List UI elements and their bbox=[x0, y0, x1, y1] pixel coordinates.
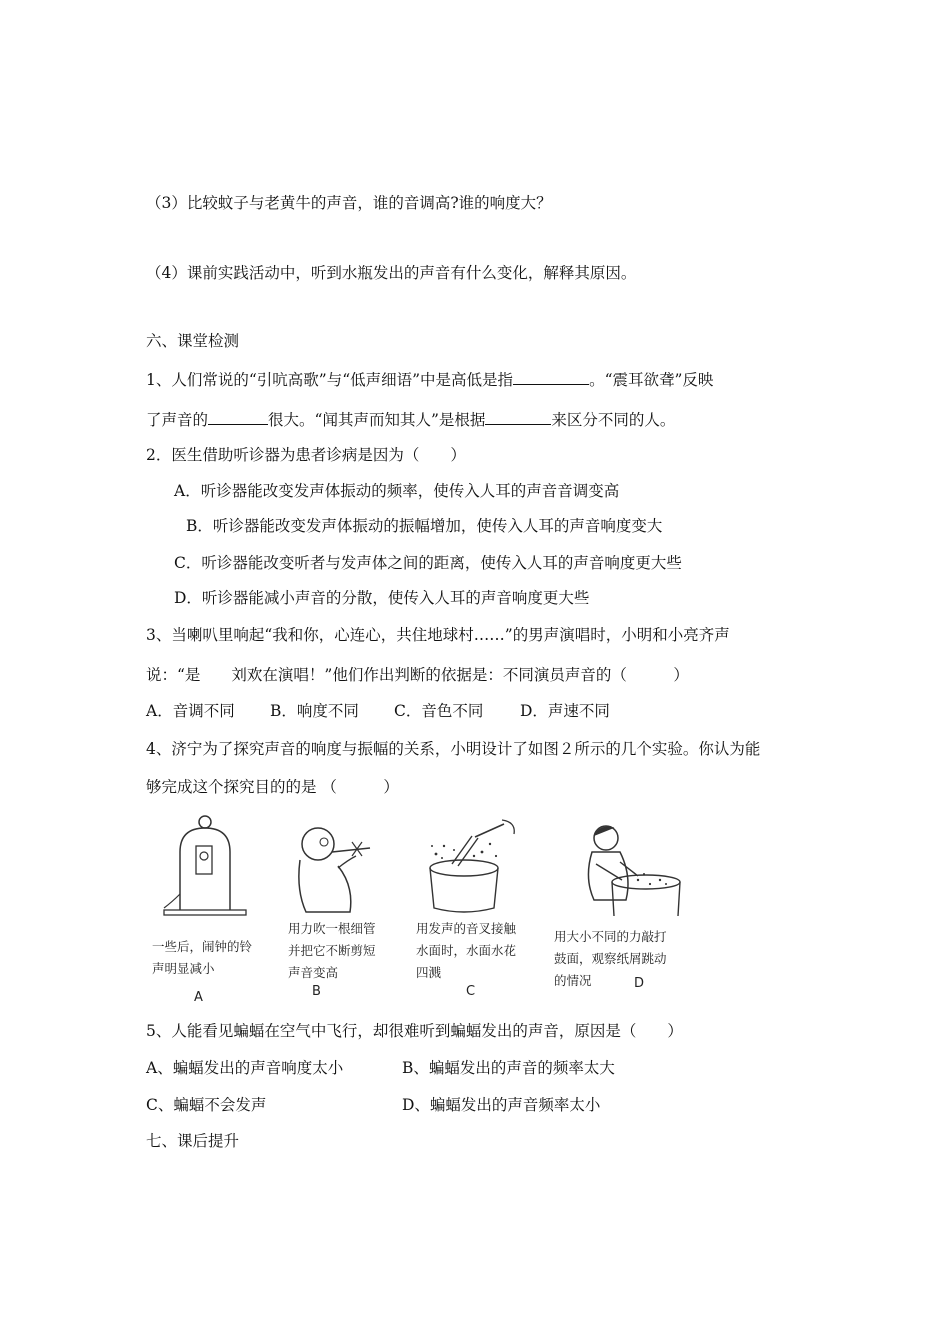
q3-sub: （3）比较蚊子与老黄牛的声音，谁的音调高?谁的响度大？ bbox=[146, 194, 552, 212]
panel-c-letter: C bbox=[466, 984, 476, 999]
q5-option-c[interactable]: C、蝙蝠不会发声 bbox=[146, 1096, 267, 1114]
panel-d-caption-3: 的情况 bbox=[554, 973, 592, 988]
q1-text-1: 1、人们常说的“引吭高歌”与“低声细语”中是高低是指 bbox=[146, 371, 514, 389]
q1-blank-1[interactable] bbox=[513, 368, 589, 385]
experiment-figure bbox=[150, 812, 690, 1008]
section-7-heading: 七、课后提升 bbox=[146, 1132, 240, 1150]
q1-text-5: 来区分不同的人。 bbox=[551, 411, 676, 429]
q2-option-a[interactable]: A．听诊器能改变发声体振动的频率，使传入人耳的声音音调变高 bbox=[174, 482, 620, 500]
q5-option-a[interactable]: A、蝙蝠发出的声音响度太小 bbox=[146, 1059, 344, 1077]
panel-c-caption-2: 水面时，水面水花 bbox=[416, 943, 517, 958]
q3-line1: 3、当喇叭里响起“我和你，心连心，共住地球村……”的男声演唱时，小明和小亮齐声 bbox=[146, 626, 730, 644]
q1-text-4: 很大。“闻其声而知其人”是根据 bbox=[268, 411, 486, 429]
q4-line2: 够完成这个探究目的的是 （ ） bbox=[146, 778, 399, 796]
q2-stem: 2．医生借助听诊器为患者诊病是因为（ ） bbox=[146, 446, 466, 464]
q2-option-c[interactable]: C．听诊器能改变听者与发声体之间的距离，使传入人耳的声音响度更大些 bbox=[174, 554, 682, 572]
q1-line1 bbox=[146, 368, 713, 391]
q3-line2: 说：“是 刘欢在演唱！”他们作出判断的依据是：不同演员声音的（ ） bbox=[146, 666, 689, 684]
panel-b-caption-3: 声音变高 bbox=[288, 965, 339, 980]
panel-d-caption-2: 鼓面，观察纸屑跳动 bbox=[554, 951, 667, 966]
panel-c-caption-3: 四溅 bbox=[416, 965, 442, 980]
q2-option-b[interactable]: B．听诊器能改变发声体振动的振幅增加，使传入人耳的声音响度变大 bbox=[186, 517, 663, 535]
section-6-heading: 六、课堂检测 bbox=[146, 332, 240, 350]
panel-d-letter: D bbox=[634, 976, 645, 991]
q4-line1: 4、济宁为了探究声音的响度与振幅的关系，小明设计了如图２所示的几个实验。你认为能 bbox=[146, 740, 761, 758]
tuning-fork-water-drawing bbox=[412, 812, 542, 922]
panel-d-caption-1: 用大小不同的力敲打 bbox=[554, 929, 667, 944]
panel-a-caption-2: 声明显减小 bbox=[152, 961, 215, 976]
q3-option-c[interactable]: C．音色不同 bbox=[394, 702, 484, 720]
figure-panel-d bbox=[554, 812, 690, 1008]
q1-blank-2[interactable] bbox=[208, 408, 268, 425]
q1-line2 bbox=[146, 408, 675, 431]
bell-jar-clock-drawing bbox=[150, 812, 275, 922]
panel-b-letter: B bbox=[312, 984, 321, 999]
q5-option-d[interactable]: D、蝙蝠发出的声音频率太小 bbox=[402, 1096, 601, 1114]
panel-b-caption-2: 并把它不断剪短 bbox=[288, 943, 376, 958]
q1-text-3: 了声音的 bbox=[146, 411, 209, 429]
q4-sub: （4）课前实践活动中，听到水瓶发出的声音有什么变化，解释其原因。 bbox=[146, 264, 637, 282]
q3-option-a[interactable]: A．音调不同 bbox=[146, 702, 235, 720]
panel-b-caption-1: 用力吹一根细管 bbox=[288, 921, 376, 936]
figure-panel-c bbox=[412, 812, 542, 1008]
q5-option-b[interactable]: B、蝙蝠发出的声音的频率太大 bbox=[402, 1059, 615, 1077]
panel-c-caption-1: 用发声的音叉接触 bbox=[416, 921, 517, 936]
q1-blank-3[interactable] bbox=[485, 408, 551, 425]
panel-a-letter: A bbox=[194, 990, 203, 1005]
q3-option-d[interactable]: D．声速不同 bbox=[520, 702, 610, 720]
q5-stem: 5、人能看见蝙蝠在空气中飞行，却很难听到蝙蝠发出的声音，原因是（ ） bbox=[146, 1022, 683, 1040]
figure-panel-b bbox=[278, 812, 403, 1008]
figure-panel-a bbox=[150, 812, 275, 1008]
q3-option-b[interactable]: B．响度不同 bbox=[270, 702, 359, 720]
q1-text-2: 。“震耳欲聋”反映 bbox=[589, 371, 714, 389]
man-blowing-straw-drawing bbox=[278, 812, 403, 922]
drum-boy-drawing bbox=[554, 812, 690, 922]
panel-a-caption-1: 一些后，闹钟的铃 bbox=[152, 939, 253, 954]
q2-option-d[interactable]: D．听诊器能减小声音的分散，使传入人耳的声音响度更大些 bbox=[174, 589, 590, 607]
